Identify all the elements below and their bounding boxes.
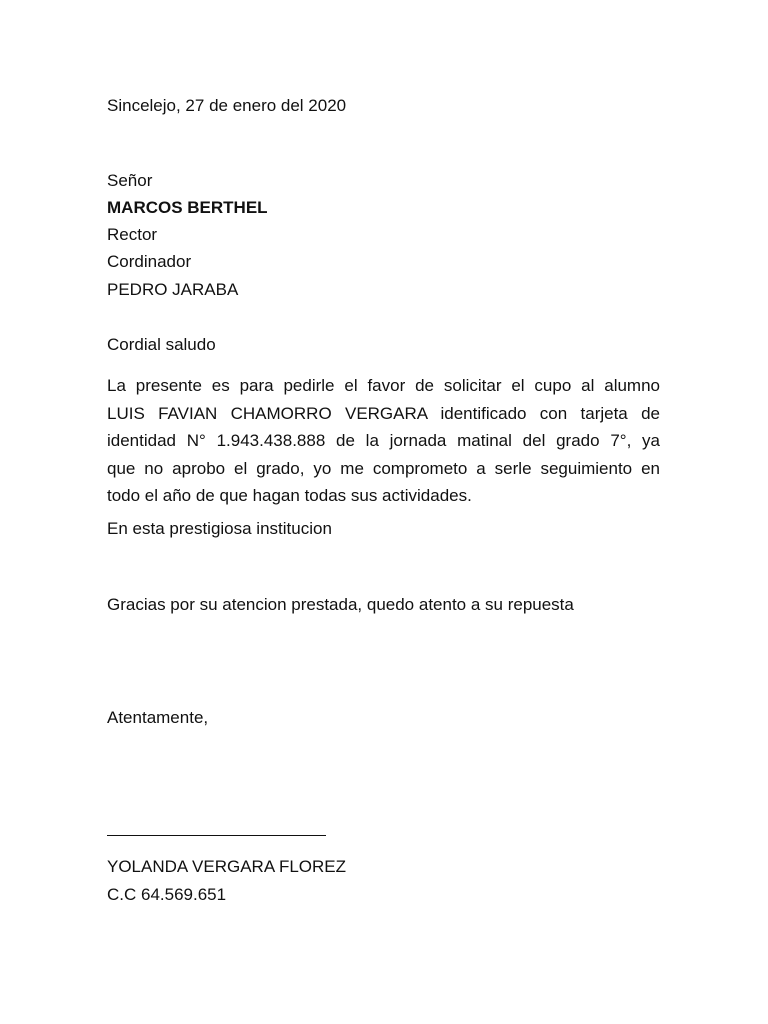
salutation-title: Señor: [107, 171, 153, 190]
second-name: PEDRO JARABA: [107, 280, 239, 299]
greeting: Cordial saludo: [107, 335, 216, 354]
recipient-name: MARCOS BERTHEL: [107, 198, 268, 217]
letter-body: [107, 372, 660, 510]
signer-name: YOLANDA VERGARA FLOREZ: [107, 857, 347, 876]
body-line: que no aprobo el grado, yo me comprometo a serle seguimiento en: [107, 458, 660, 478]
recipient-role: Rector: [107, 225, 158, 244]
second-role: Cordinador: [107, 252, 192, 271]
signer-id: C.C 64.569.651: [107, 885, 227, 904]
body-line: identidad N° 1.943.438.888 de la jornada matinal del grado 7°, ya: [107, 431, 660, 450]
body-line: LUIS FAVIAN CHAMORRO VERGARA identificado con tarjeta de: [107, 403, 660, 423]
thanks-line: Gracias por su atencion prestada, quedo atento a su repuesta: [107, 595, 574, 614]
body-line: La presente es para pedirle el favor de solicitar el cupo al alumno: [107, 376, 660, 395]
closing: Atentamente,: [107, 708, 209, 727]
institution-line: En esta prestigiosa institucion: [107, 519, 332, 538]
signature-line: [107, 835, 326, 836]
place-date: Sincelejo, 27 de enero del 2020: [107, 96, 347, 115]
body-line: todo el año de que hagan todas sus actividades.: [107, 486, 472, 505]
